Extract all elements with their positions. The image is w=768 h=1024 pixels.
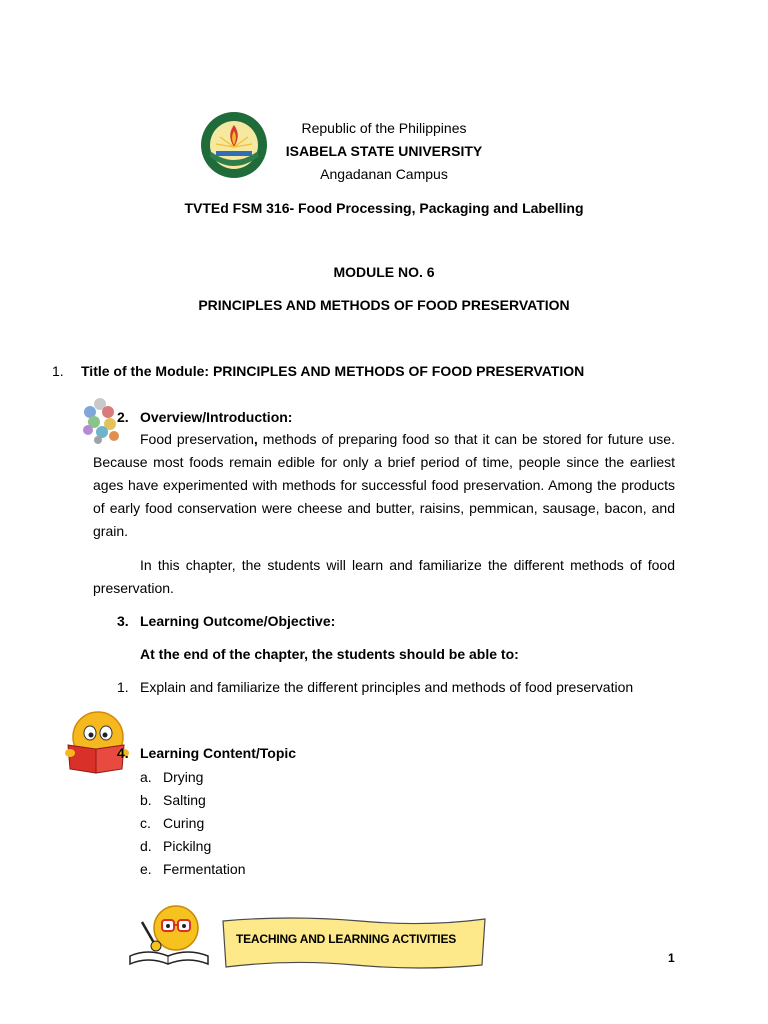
- topic-letter: c.: [140, 815, 151, 831]
- section-1-title: Title of the Module: PRINCIPLES AND METHODS OF FOOD PRESERVATION: [81, 363, 585, 379]
- overview-lead: Food preservation: [140, 431, 254, 447]
- country-name: Republic of the Philippines: [301, 120, 467, 136]
- topic-item: Pickilng: [163, 838, 212, 854]
- section-3-number: 3.: [117, 613, 129, 629]
- section-3-heading: Learning Outcome/Objective:: [140, 613, 336, 629]
- campus-name: Angadanan Campus: [320, 166, 448, 182]
- section-2-heading: Overview/Introduction:: [140, 409, 293, 425]
- objective-text: Explain and familiarize the different principles and methods of food preservation: [140, 679, 634, 695]
- overview-paragraph: [93, 428, 675, 543]
- objective-number: 1.: [117, 679, 129, 695]
- university-name: ISABELA STATE UNIVERSITY: [285, 143, 483, 159]
- topic-item: Curing: [163, 815, 205, 831]
- topic-letter: d.: [140, 838, 152, 854]
- topic-item: Salting: [163, 792, 206, 808]
- banner-label: TEACHING AND LEARNING ACTIVITIES: [236, 932, 457, 946]
- topic-letter: a.: [140, 769, 152, 785]
- section-4-number: 4.: [117, 745, 129, 761]
- writing-smiley-icon: [128, 902, 210, 968]
- section-2-number: 2.: [117, 409, 129, 425]
- overview-comma: ,: [253, 431, 258, 447]
- topic-item: Drying: [163, 769, 204, 785]
- topic-item: Fermentation: [163, 861, 246, 877]
- course-title: TVTEd FSM 316- Food Processing, Packaging and Labelling: [184, 200, 584, 216]
- objectives-lead: At the end of the chapter, the students should be able to:: [140, 646, 519, 662]
- chapter-intro-paragraph: In this chapter, the students will learn and familiarize the different methods of food preservation.: [93, 557, 675, 596]
- section-4-heading: Learning Content/Topic: [140, 745, 297, 761]
- module-number: MODULE NO. 6: [333, 264, 435, 280]
- topic-letter: e.: [140, 861, 152, 877]
- topic-letter: b.: [140, 792, 152, 808]
- reading-smiley-icon: [64, 709, 130, 775]
- section-1-number: 1.: [52, 363, 64, 379]
- module-title: PRINCIPLES AND METHODS OF FOOD PRESERVATION: [198, 297, 570, 313]
- page-number: 1: [668, 951, 675, 965]
- overview-body: methods of preparing food so that it can be stored for future use. Because most foods remain edible for only a brief period of time, people since the earliest ages have experimented with methods for successful food preservation. Among the products of early food conservation were cheese and butter, raisins, pemmican, sausage, bacon, and grain.: [93, 431, 675, 539]
